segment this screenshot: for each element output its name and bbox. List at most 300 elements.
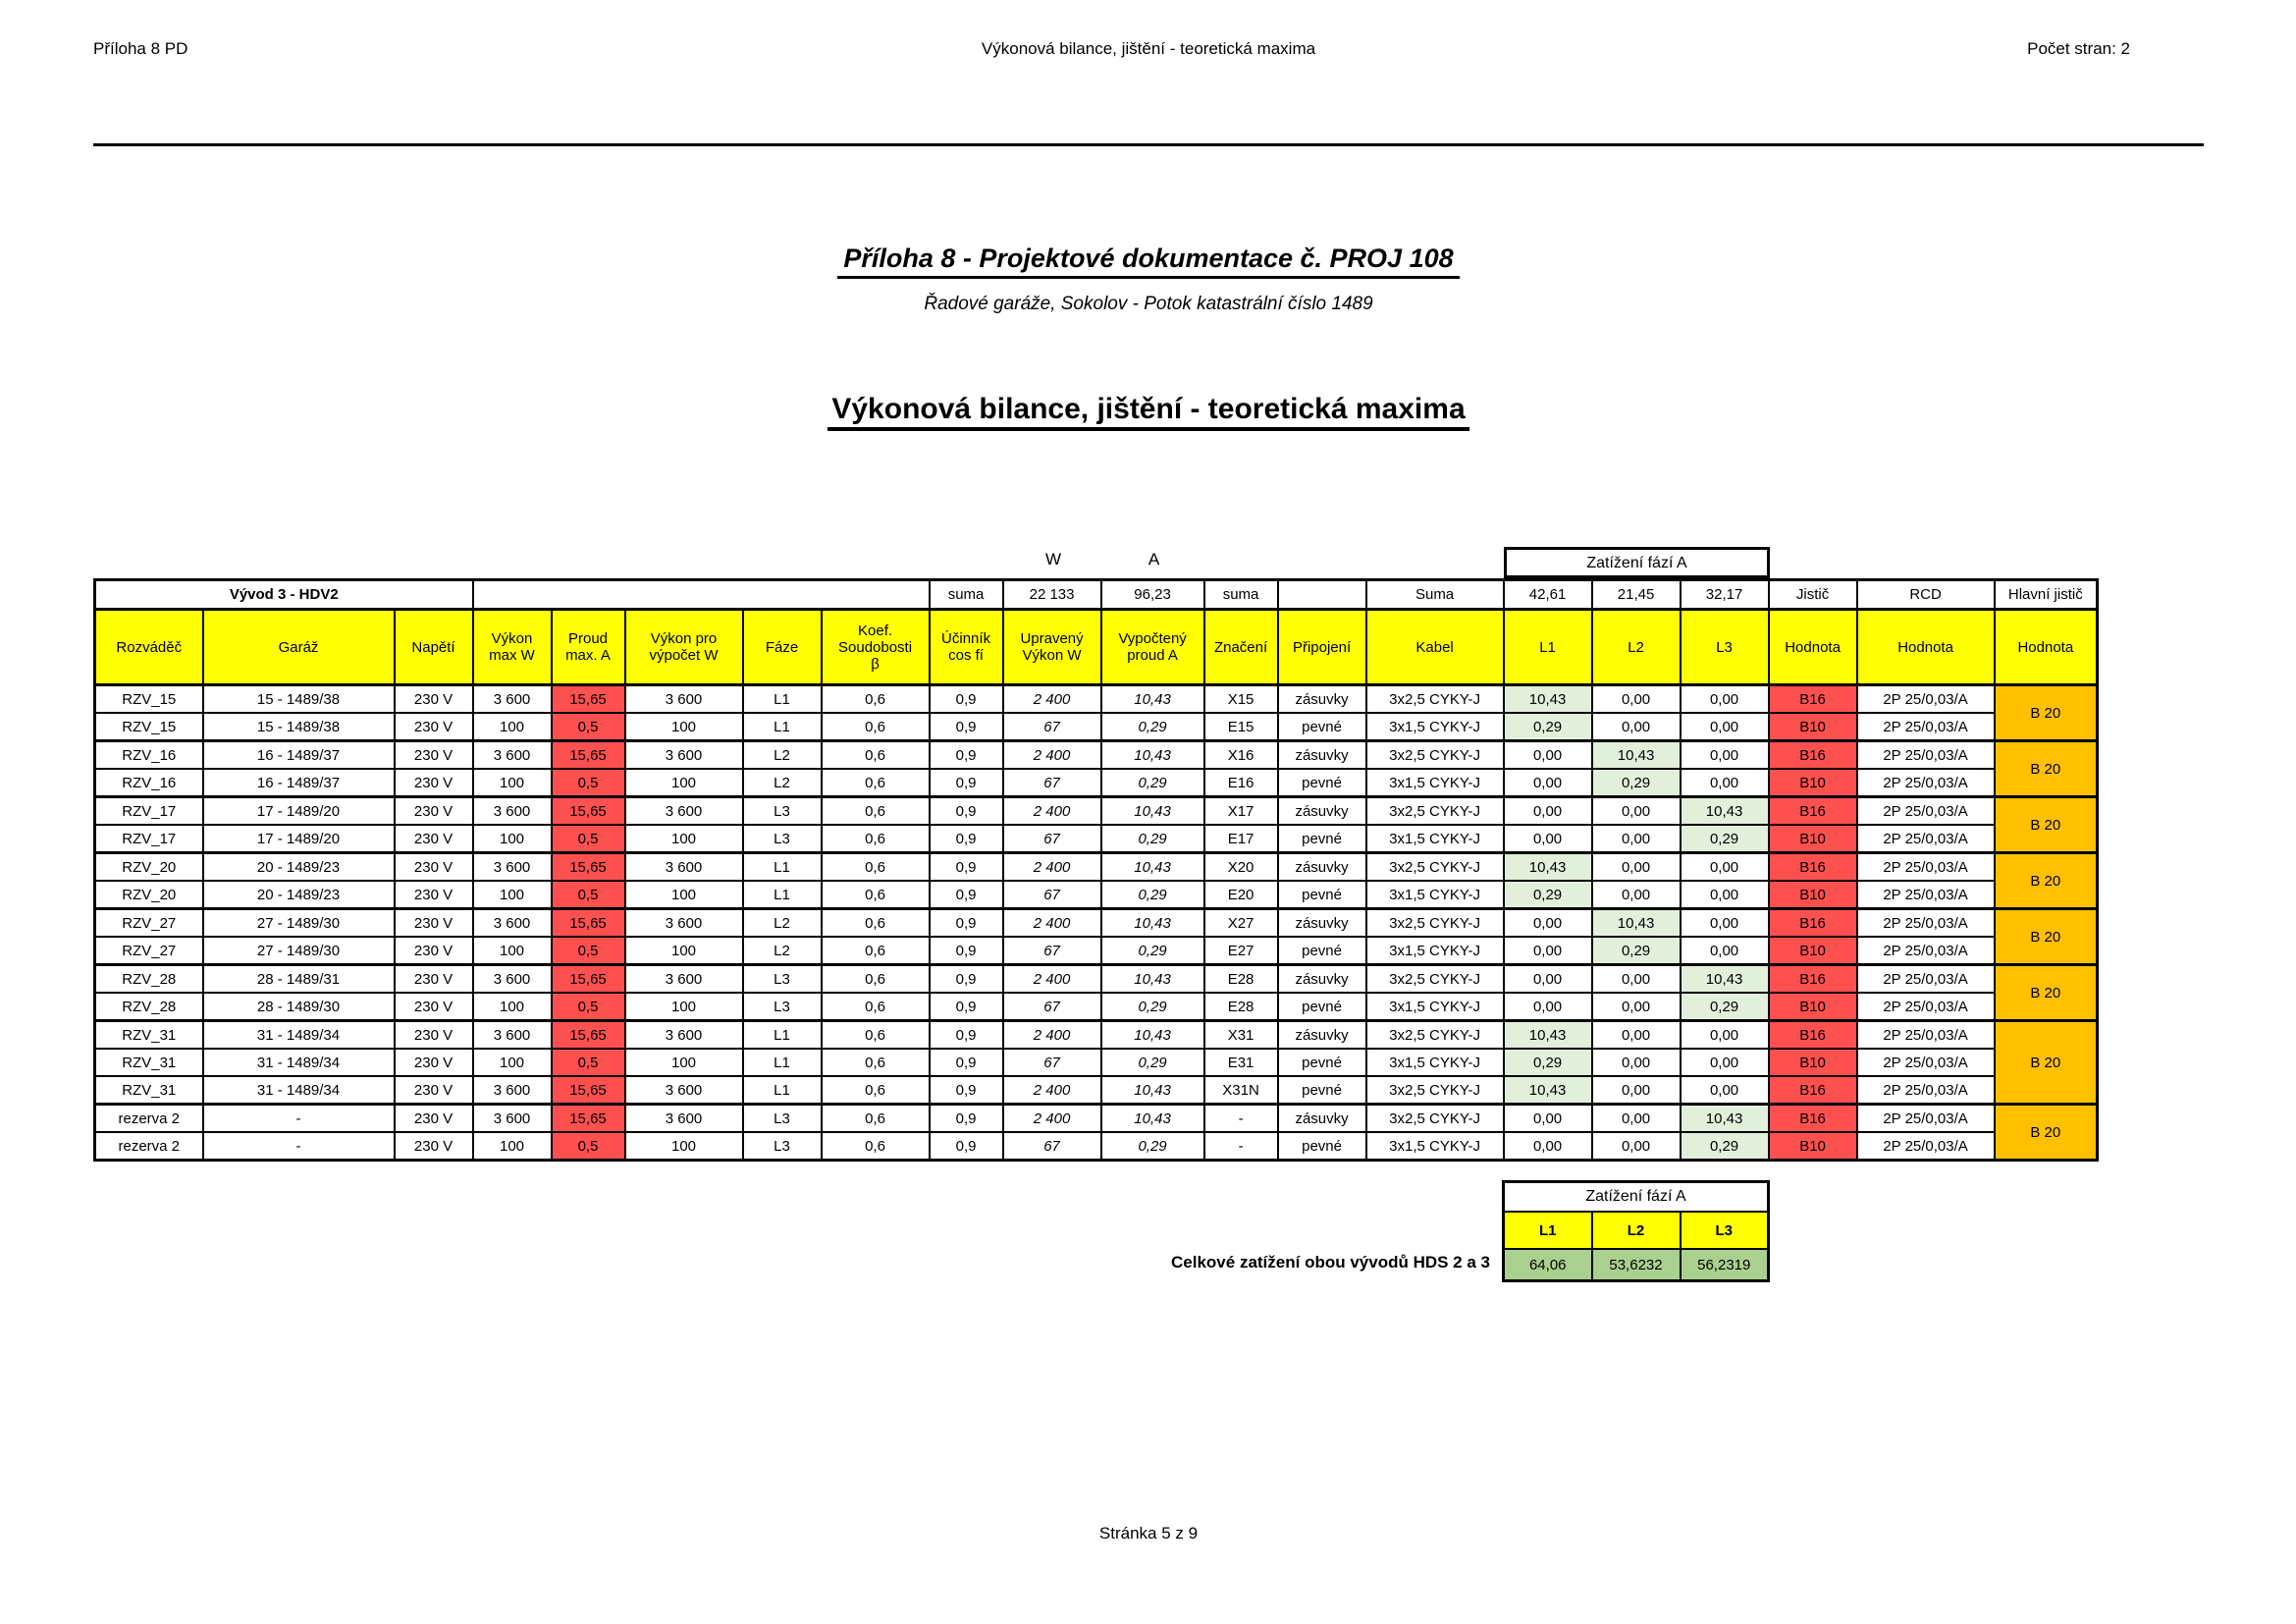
cell-proud-max-a: 15,65 bbox=[552, 853, 625, 882]
cell-vykon-max-w: 3 600 bbox=[473, 1021, 552, 1050]
col-header-kabel: Kabel bbox=[1366, 610, 1504, 685]
cell-upraveny-vykon: 2 400 bbox=[1003, 1076, 1101, 1105]
cell-vypocteny-proud: 10,43 bbox=[1101, 1076, 1204, 1105]
document-title-text: Příloha 8 - Projektové dokumentace č. PROJ 108 bbox=[837, 244, 1459, 279]
cell-proud-max-a: 0,5 bbox=[552, 713, 625, 741]
cell-znaceni: E17 bbox=[1204, 825, 1278, 853]
col-header-vykon-pro-vypocet: Výkon pro výpočet W bbox=[625, 610, 743, 685]
table-row bbox=[95, 685, 2098, 714]
header-left-text: Příloha 8 PD bbox=[93, 39, 188, 58]
cell-vykon-pro-vypocet: 3 600 bbox=[625, 741, 743, 770]
cell-napeti: 230 V bbox=[395, 797, 473, 826]
cell-rozvadec: RZV_31 bbox=[95, 1076, 203, 1105]
cell-koef-soudobosti: 0,6 bbox=[822, 1076, 930, 1105]
cell-pripojeni: pevné bbox=[1278, 1132, 1366, 1161]
cell-znaceni: E20 bbox=[1204, 881, 1278, 909]
cell-l3: 0,00 bbox=[1681, 1021, 1769, 1050]
cell-kabel: 3x1,5 CYKY-J bbox=[1366, 881, 1504, 909]
cell-vykon-max-w: 3 600 bbox=[473, 853, 552, 882]
unit-label-a: A bbox=[1148, 550, 1160, 568]
cell-l3: 0,00 bbox=[1681, 741, 1769, 770]
cell-vykon-pro-vypocet: 100 bbox=[625, 881, 743, 909]
table-row bbox=[95, 937, 2098, 965]
cell-faze: L3 bbox=[743, 797, 822, 826]
cell-vypocteny-proud: 0,29 bbox=[1101, 881, 1204, 909]
cell-pripojeni: pevné bbox=[1278, 993, 1366, 1021]
cell-pripojeni: pevné bbox=[1278, 937, 1366, 965]
cell-jistic-hodnota: B16 bbox=[1769, 1021, 1857, 1050]
summary-phase-l2: L2 bbox=[1592, 1212, 1681, 1249]
cell-vykon-pro-vypocet: 100 bbox=[625, 713, 743, 741]
cell-proud-max-a: 15,65 bbox=[552, 1076, 625, 1105]
cell-ucinnik-cos-fi: 0,9 bbox=[930, 937, 1003, 965]
cell-proud-max-a: 15,65 bbox=[552, 741, 625, 770]
cell-l3: 0,00 bbox=[1681, 853, 1769, 882]
cell-znaceni: E16 bbox=[1204, 769, 1278, 797]
cell-l1: 10,43 bbox=[1504, 853, 1592, 882]
cell-rcd-hodnota: 2P 25/0,03/A bbox=[1857, 853, 1995, 882]
cell-jistic-hodnota: B16 bbox=[1769, 1076, 1857, 1105]
col-header-faze: Fáze bbox=[743, 610, 822, 685]
cell-znaceni: E15 bbox=[1204, 713, 1278, 741]
cell-jistic-hodnota: B16 bbox=[1769, 909, 1857, 938]
cell-garaz: 28 - 1489/30 bbox=[203, 993, 395, 1021]
cell-l2: 10,43 bbox=[1592, 909, 1681, 938]
header-page-count: Počet stran: 2 bbox=[2027, 39, 2130, 58]
sum-label-1: suma bbox=[930, 580, 1003, 610]
table-row bbox=[95, 965, 2098, 994]
cell-garaz: 20 - 1489/23 bbox=[203, 881, 395, 909]
cell-garaz: 16 - 1489/37 bbox=[203, 741, 395, 770]
cell-faze: L3 bbox=[743, 993, 822, 1021]
cell-znaceni: E31 bbox=[1204, 1049, 1278, 1076]
cell-kabel: 3x1,5 CYKY-J bbox=[1366, 713, 1504, 741]
cell-proud-max-a: 15,65 bbox=[552, 797, 625, 826]
cell-l1: 0,29 bbox=[1504, 881, 1592, 909]
cell-znaceni: X17 bbox=[1204, 797, 1278, 826]
outlet-label: Vývod 3 - HDV2 bbox=[95, 580, 473, 610]
col-header-garaz: Garáž bbox=[203, 610, 395, 685]
cell-vykon-pro-vypocet: 100 bbox=[625, 937, 743, 965]
cell-upraveny-vykon: 2 400 bbox=[1003, 1105, 1101, 1133]
cell-koef-soudobosti: 0,6 bbox=[822, 685, 930, 714]
cell-jistic-hodnota: B10 bbox=[1769, 713, 1857, 741]
cell-pripojeni: zásuvky bbox=[1278, 853, 1366, 882]
cell-l3: 10,43 bbox=[1681, 797, 1769, 826]
cell-kabel: 3x1,5 CYKY-J bbox=[1366, 1132, 1504, 1161]
cell-garaz: 27 - 1489/30 bbox=[203, 909, 395, 938]
cell-rozvadec: RZV_27 bbox=[95, 937, 203, 965]
cell-jistic-hodnota: B10 bbox=[1769, 937, 1857, 965]
cell-upraveny-vykon: 2 400 bbox=[1003, 685, 1101, 714]
cell-faze: L1 bbox=[743, 1049, 822, 1076]
col-header-main-breaker: Hodnota bbox=[1995, 610, 2098, 685]
cell-faze: L1 bbox=[743, 685, 822, 714]
section-title bbox=[93, 393, 2204, 426]
cell-vykon-pro-vypocet: 100 bbox=[625, 769, 743, 797]
table-row bbox=[95, 853, 2098, 882]
cell-proud-max-a: 0,5 bbox=[552, 881, 625, 909]
cell-napeti: 230 V bbox=[395, 993, 473, 1021]
cell-proud-max-a: 15,65 bbox=[552, 965, 625, 994]
cell-faze: L1 bbox=[743, 1021, 822, 1050]
cell-l1: 0,29 bbox=[1504, 1049, 1592, 1076]
cell-l2: 0,00 bbox=[1592, 881, 1681, 909]
cell-rcd-hodnota: 2P 25/0,03/A bbox=[1857, 965, 1995, 994]
cell-l2: 0,29 bbox=[1592, 937, 1681, 965]
cell-ucinnik-cos-fi: 0,9 bbox=[930, 853, 1003, 882]
cell-proud-max-a: 0,5 bbox=[552, 825, 625, 853]
cell-vykon-max-w: 100 bbox=[473, 769, 552, 797]
cell-ucinnik-cos-fi: 0,9 bbox=[930, 825, 1003, 853]
cell-jistic-hodnota: B10 bbox=[1769, 1132, 1857, 1161]
cell-faze: L1 bbox=[743, 1076, 822, 1105]
cell-rcd-hodnota: 2P 25/0,03/A bbox=[1857, 1049, 1995, 1076]
cell-koef-soudobosti: 0,6 bbox=[822, 1021, 930, 1050]
cell-vykon-max-w: 100 bbox=[473, 881, 552, 909]
cell-upraveny-vykon: 67 bbox=[1003, 1132, 1101, 1161]
cell-l2: 0,00 bbox=[1592, 1049, 1681, 1076]
cell-pripojeni: pevné bbox=[1278, 769, 1366, 797]
cell-proud-max-a: 15,65 bbox=[552, 909, 625, 938]
cell-znaceni: E27 bbox=[1204, 937, 1278, 965]
cell-pripojeni: zásuvky bbox=[1278, 741, 1366, 770]
cell-rozvadec: RZV_17 bbox=[95, 825, 203, 853]
cell-l2: 0,00 bbox=[1592, 1021, 1681, 1050]
cell-ucinnik-cos-fi: 0,9 bbox=[930, 713, 1003, 741]
cell-upraveny-vykon: 67 bbox=[1003, 881, 1101, 909]
cell-koef-soudobosti: 0,6 bbox=[822, 741, 930, 770]
cell-jistic-hodnota: B16 bbox=[1769, 797, 1857, 826]
cell-napeti: 230 V bbox=[395, 685, 473, 714]
sum-row bbox=[95, 580, 2098, 610]
cell-ucinnik-cos-fi: 0,9 bbox=[930, 741, 1003, 770]
main-breaker-group-label: Hlavní jistič bbox=[1995, 580, 2098, 610]
col-header-vypocteny-proud: Vypočtený proud A bbox=[1101, 610, 1204, 685]
col-header-koef-soudobosti: Koef. Soudobosti β bbox=[822, 610, 930, 685]
cell-vypocteny-proud: 0,29 bbox=[1101, 825, 1204, 853]
col-header-napeti: Napětí bbox=[395, 610, 473, 685]
summary-header-row bbox=[1504, 1182, 1769, 1213]
cell-proud-max-a: 0,5 bbox=[552, 769, 625, 797]
sum-l1: 42,61 bbox=[1504, 580, 1592, 610]
summary-phase-row bbox=[1504, 1212, 1769, 1249]
phase-load-summary-table bbox=[1502, 1180, 1770, 1282]
table-row bbox=[95, 1049, 2098, 1076]
cell-rozvadec: RZV_16 bbox=[95, 769, 203, 797]
cell-ucinnik-cos-fi: 0,9 bbox=[930, 1132, 1003, 1161]
cell-rozvadec: RZV_31 bbox=[95, 1049, 203, 1076]
cell-kabel: 3x2,5 CYKY-J bbox=[1366, 797, 1504, 826]
cell-garaz: 15 - 1489/38 bbox=[203, 713, 395, 741]
col-header-l3: L3 bbox=[1681, 610, 1769, 685]
cell-znaceni: - bbox=[1204, 1132, 1278, 1161]
cell-koef-soudobosti: 0,6 bbox=[822, 993, 930, 1021]
column-header-row bbox=[95, 610, 2098, 685]
cell-ucinnik-cos-fi: 0,9 bbox=[930, 769, 1003, 797]
cell-koef-soudobosti: 0,6 bbox=[822, 937, 930, 965]
cell-faze: L3 bbox=[743, 825, 822, 853]
cell-l2: 0,00 bbox=[1592, 825, 1681, 853]
cell-main-breaker: B 20 bbox=[1995, 685, 2098, 741]
cell-pripojeni: pevné bbox=[1278, 1049, 1366, 1076]
sum-blank bbox=[1278, 580, 1366, 610]
cell-rcd-hodnota: 2P 25/0,03/A bbox=[1857, 1021, 1995, 1050]
cell-pripojeni: zásuvky bbox=[1278, 965, 1366, 994]
cell-vykon-max-w: 100 bbox=[473, 1049, 552, 1076]
cell-upraveny-vykon: 67 bbox=[1003, 713, 1101, 741]
sum-spacer bbox=[473, 580, 930, 610]
sum-label-3: Suma bbox=[1366, 580, 1504, 610]
cell-l1: 0,00 bbox=[1504, 1105, 1592, 1133]
cell-znaceni: X20 bbox=[1204, 853, 1278, 882]
cell-kabel: 3x1,5 CYKY-J bbox=[1366, 825, 1504, 853]
cell-main-breaker: B 20 bbox=[1995, 909, 2098, 965]
cell-rcd-hodnota: 2P 25/0,03/A bbox=[1857, 937, 1995, 965]
cell-ucinnik-cos-fi: 0,9 bbox=[930, 797, 1003, 826]
col-header-vykon-max-w: Výkon max W bbox=[473, 610, 552, 685]
cell-jistic-hodnota: B16 bbox=[1769, 741, 1857, 770]
cell-kabel: 3x1,5 CYKY-J bbox=[1366, 769, 1504, 797]
cell-l1: 0,00 bbox=[1504, 993, 1592, 1021]
cell-l3: 0,00 bbox=[1681, 1076, 1769, 1105]
cell-napeti: 230 V bbox=[395, 881, 473, 909]
cell-l3: 0,00 bbox=[1681, 881, 1769, 909]
cell-napeti: 230 V bbox=[395, 937, 473, 965]
table-row bbox=[95, 769, 2098, 797]
cell-upraveny-vykon: 2 400 bbox=[1003, 853, 1101, 882]
cell-l1: 0,29 bbox=[1504, 713, 1592, 741]
cell-l2: 0,00 bbox=[1592, 1105, 1681, 1133]
cell-kabel: 3x2,5 CYKY-J bbox=[1366, 741, 1504, 770]
cell-rcd-hodnota: 2P 25/0,03/A bbox=[1857, 741, 1995, 770]
cell-vypocteny-proud: 0,29 bbox=[1101, 1049, 1204, 1076]
cell-garaz: 31 - 1489/34 bbox=[203, 1049, 395, 1076]
cell-vypocteny-proud: 10,43 bbox=[1101, 853, 1204, 882]
cell-rozvadec: RZV_17 bbox=[95, 797, 203, 826]
breaker-group-label: Jistič bbox=[1769, 580, 1857, 610]
cell-vypocteny-proud: 10,43 bbox=[1101, 1105, 1204, 1133]
header-center-text: Výkonová bilance, jištění - teoretická maxima bbox=[981, 39, 1316, 58]
cell-jistic-hodnota: B10 bbox=[1769, 881, 1857, 909]
cell-rcd-hodnota: 2P 25/0,03/A bbox=[1857, 1076, 1995, 1105]
cell-napeti: 230 V bbox=[395, 853, 473, 882]
cell-rozvadec: RZV_15 bbox=[95, 713, 203, 741]
cell-napeti: 230 V bbox=[395, 713, 473, 741]
cell-napeti: 230 V bbox=[395, 1021, 473, 1050]
summary-total-row bbox=[1504, 1249, 1769, 1281]
summary-phase-l3: L3 bbox=[1681, 1212, 1769, 1249]
cell-jistic-hodnota: B10 bbox=[1769, 1049, 1857, 1076]
cell-pripojeni: zásuvky bbox=[1278, 1021, 1366, 1050]
cell-l1: 0,00 bbox=[1504, 1132, 1592, 1161]
cell-znaceni: E28 bbox=[1204, 993, 1278, 1021]
cell-faze: L2 bbox=[743, 937, 822, 965]
cell-rozvadec: RZV_20 bbox=[95, 853, 203, 882]
cell-napeti: 230 V bbox=[395, 1105, 473, 1133]
cell-vypocteny-proud: 10,43 bbox=[1101, 1021, 1204, 1050]
cell-kabel: 3x2,5 CYKY-J bbox=[1366, 965, 1504, 994]
cell-garaz: 27 - 1489/30 bbox=[203, 937, 395, 965]
cell-main-breaker: B 20 bbox=[1995, 741, 2098, 797]
cell-upraveny-vykon: 67 bbox=[1003, 825, 1101, 853]
cell-koef-soudobosti: 0,6 bbox=[822, 1049, 930, 1076]
cell-upraveny-vykon: 67 bbox=[1003, 1049, 1101, 1076]
cell-rcd-hodnota: 2P 25/0,03/A bbox=[1857, 1105, 1995, 1133]
cell-kabel: 3x2,5 CYKY-J bbox=[1366, 1076, 1504, 1105]
cell-l3: 0,00 bbox=[1681, 1049, 1769, 1076]
cell-rozvadec: RZV_28 bbox=[95, 965, 203, 994]
cell-koef-soudobosti: 0,6 bbox=[822, 769, 930, 797]
cell-l1: 0,00 bbox=[1504, 825, 1592, 853]
cell-faze: L3 bbox=[743, 965, 822, 994]
cell-kabel: 3x2,5 CYKY-J bbox=[1366, 1105, 1504, 1133]
cell-faze: L2 bbox=[743, 741, 822, 770]
cell-faze: L3 bbox=[743, 1132, 822, 1161]
cell-rcd-hodnota: 2P 25/0,03/A bbox=[1857, 769, 1995, 797]
cell-l3: 10,43 bbox=[1681, 1105, 1769, 1133]
table-row bbox=[95, 713, 2098, 741]
cell-vykon-pro-vypocet: 3 600 bbox=[625, 853, 743, 882]
cell-l2: 0,00 bbox=[1592, 853, 1681, 882]
cell-vykon-max-w: 3 600 bbox=[473, 965, 552, 994]
cell-vykon-pro-vypocet: 3 600 bbox=[625, 909, 743, 938]
col-header-l2: L2 bbox=[1592, 610, 1681, 685]
cell-l1: 0,00 bbox=[1504, 965, 1592, 994]
table-row bbox=[95, 993, 2098, 1021]
cell-kabel: 3x2,5 CYKY-J bbox=[1366, 685, 1504, 714]
cell-l1: 0,00 bbox=[1504, 937, 1592, 965]
document-title bbox=[93, 244, 2204, 274]
power-balance-table bbox=[93, 578, 2099, 1162]
summary-total-l3: 56,2319 bbox=[1681, 1249, 1769, 1281]
cell-proud-max-a: 0,5 bbox=[552, 1049, 625, 1076]
cell-ucinnik-cos-fi: 0,9 bbox=[930, 993, 1003, 1021]
sum-l3: 32,17 bbox=[1681, 580, 1769, 610]
cell-l1: 10,43 bbox=[1504, 685, 1592, 714]
cell-koef-soudobosti: 0,6 bbox=[822, 881, 930, 909]
col-header-l1: L1 bbox=[1504, 610, 1592, 685]
cell-l1: 10,43 bbox=[1504, 1076, 1592, 1105]
header-rule bbox=[93, 143, 2204, 146]
cell-jistic-hodnota: B10 bbox=[1769, 769, 1857, 797]
cell-vykon-pro-vypocet: 3 600 bbox=[625, 797, 743, 826]
cell-garaz: - bbox=[203, 1132, 395, 1161]
cell-znaceni: - bbox=[1204, 1105, 1278, 1133]
table-row bbox=[95, 1105, 2098, 1133]
col-header-jistic-hodnota: Hodnota bbox=[1769, 610, 1857, 685]
cell-koef-soudobosti: 0,6 bbox=[822, 965, 930, 994]
sum-power-w: 22 133 bbox=[1003, 580, 1101, 610]
cell-l1: 0,00 bbox=[1504, 797, 1592, 826]
cell-vykon-max-w: 3 600 bbox=[473, 685, 552, 714]
cell-vypocteny-proud: 0,29 bbox=[1101, 769, 1204, 797]
cell-vykon-max-w: 3 600 bbox=[473, 1105, 552, 1133]
cell-vykon-pro-vypocet: 100 bbox=[625, 993, 743, 1021]
cell-rozvadec: RZV_15 bbox=[95, 685, 203, 714]
cell-l1: 10,43 bbox=[1504, 1021, 1592, 1050]
cell-vykon-pro-vypocet: 3 600 bbox=[625, 965, 743, 994]
cell-znaceni: X31 bbox=[1204, 1021, 1278, 1050]
cell-garaz: 16 - 1489/37 bbox=[203, 769, 395, 797]
cell-znaceni: X31N bbox=[1204, 1076, 1278, 1105]
cell-ucinnik-cos-fi: 0,9 bbox=[930, 1105, 1003, 1133]
cell-jistic-hodnota: B10 bbox=[1769, 993, 1857, 1021]
cell-napeti: 230 V bbox=[395, 1049, 473, 1076]
cell-vykon-pro-vypocet: 3 600 bbox=[625, 1076, 743, 1105]
cell-proud-max-a: 0,5 bbox=[552, 993, 625, 1021]
document-subtitle: Řadové garáže, Sokolov - Potok katastrální číslo 1489 bbox=[924, 294, 1373, 314]
section-title-text: Výkonová bilance, jištění - teoretická maxima bbox=[828, 393, 1468, 431]
table-row bbox=[95, 825, 2098, 853]
cell-upraveny-vykon: 2 400 bbox=[1003, 797, 1101, 826]
cell-vypocteny-proud: 0,29 bbox=[1101, 1132, 1204, 1161]
sum-label-2: suma bbox=[1204, 580, 1278, 610]
cell-garaz: 20 - 1489/23 bbox=[203, 853, 395, 882]
cell-l3: 0,00 bbox=[1681, 937, 1769, 965]
cell-ucinnik-cos-fi: 0,9 bbox=[930, 1021, 1003, 1050]
cell-rcd-hodnota: 2P 25/0,03/A bbox=[1857, 881, 1995, 909]
cell-l1: 0,00 bbox=[1504, 909, 1592, 938]
cell-garaz: 15 - 1489/38 bbox=[203, 685, 395, 714]
cell-faze: L2 bbox=[743, 909, 822, 938]
cell-koef-soudobosti: 0,6 bbox=[822, 797, 930, 826]
cell-faze: L1 bbox=[743, 881, 822, 909]
cell-l3: 0,29 bbox=[1681, 825, 1769, 853]
cell-l3: 0,00 bbox=[1681, 909, 1769, 938]
cell-vypocteny-proud: 10,43 bbox=[1101, 741, 1204, 770]
cell-main-breaker: B 20 bbox=[1995, 797, 2098, 853]
power-balance-table-zone bbox=[93, 547, 2194, 1162]
cell-ucinnik-cos-fi: 0,9 bbox=[930, 881, 1003, 909]
cell-l2: 0,00 bbox=[1592, 965, 1681, 994]
cell-vykon-pro-vypocet: 100 bbox=[625, 1132, 743, 1161]
cell-vykon-max-w: 3 600 bbox=[473, 741, 552, 770]
cell-l2: 0,00 bbox=[1592, 797, 1681, 826]
cell-faze: L1 bbox=[743, 853, 822, 882]
cell-pripojeni: pevné bbox=[1278, 713, 1366, 741]
cell-rozvadec: RZV_28 bbox=[95, 993, 203, 1021]
summary-total-l2: 53,6232 bbox=[1592, 1249, 1681, 1281]
sum-l2: 21,45 bbox=[1592, 580, 1681, 610]
cell-koef-soudobosti: 0,6 bbox=[822, 853, 930, 882]
cell-vykon-pro-vypocet: 3 600 bbox=[625, 685, 743, 714]
cell-kabel: 3x2,5 CYKY-J bbox=[1366, 909, 1504, 938]
cell-napeti: 230 V bbox=[395, 1076, 473, 1105]
cell-upraveny-vykon: 67 bbox=[1003, 993, 1101, 1021]
cell-l2: 0,00 bbox=[1592, 713, 1681, 741]
cell-rcd-hodnota: 2P 25/0,03/A bbox=[1857, 1132, 1995, 1161]
cell-rozvadec: RZV_31 bbox=[95, 1021, 203, 1050]
cell-vykon-max-w: 100 bbox=[473, 1132, 552, 1161]
cell-upraveny-vykon: 2 400 bbox=[1003, 909, 1101, 938]
cell-main-breaker: B 20 bbox=[1995, 965, 2098, 1021]
table-row bbox=[95, 1076, 2098, 1105]
cell-pripojeni: zásuvky bbox=[1278, 1105, 1366, 1133]
cell-l1: 0,00 bbox=[1504, 769, 1592, 797]
cell-pripojeni: zásuvky bbox=[1278, 685, 1366, 714]
cell-l3: 0,00 bbox=[1681, 713, 1769, 741]
table-row bbox=[95, 1021, 2098, 1050]
cell-vypocteny-proud: 10,43 bbox=[1101, 965, 1204, 994]
sum-current-a: 96,23 bbox=[1101, 580, 1204, 610]
cell-rcd-hodnota: 2P 25/0,03/A bbox=[1857, 685, 1995, 714]
cell-main-breaker: B 20 bbox=[1995, 1021, 2098, 1105]
col-header-znaceni: Značení bbox=[1204, 610, 1278, 685]
cell-vypocteny-proud: 0,29 bbox=[1101, 713, 1204, 741]
cell-garaz: 17 - 1489/20 bbox=[203, 797, 395, 826]
table-row bbox=[95, 797, 2098, 826]
